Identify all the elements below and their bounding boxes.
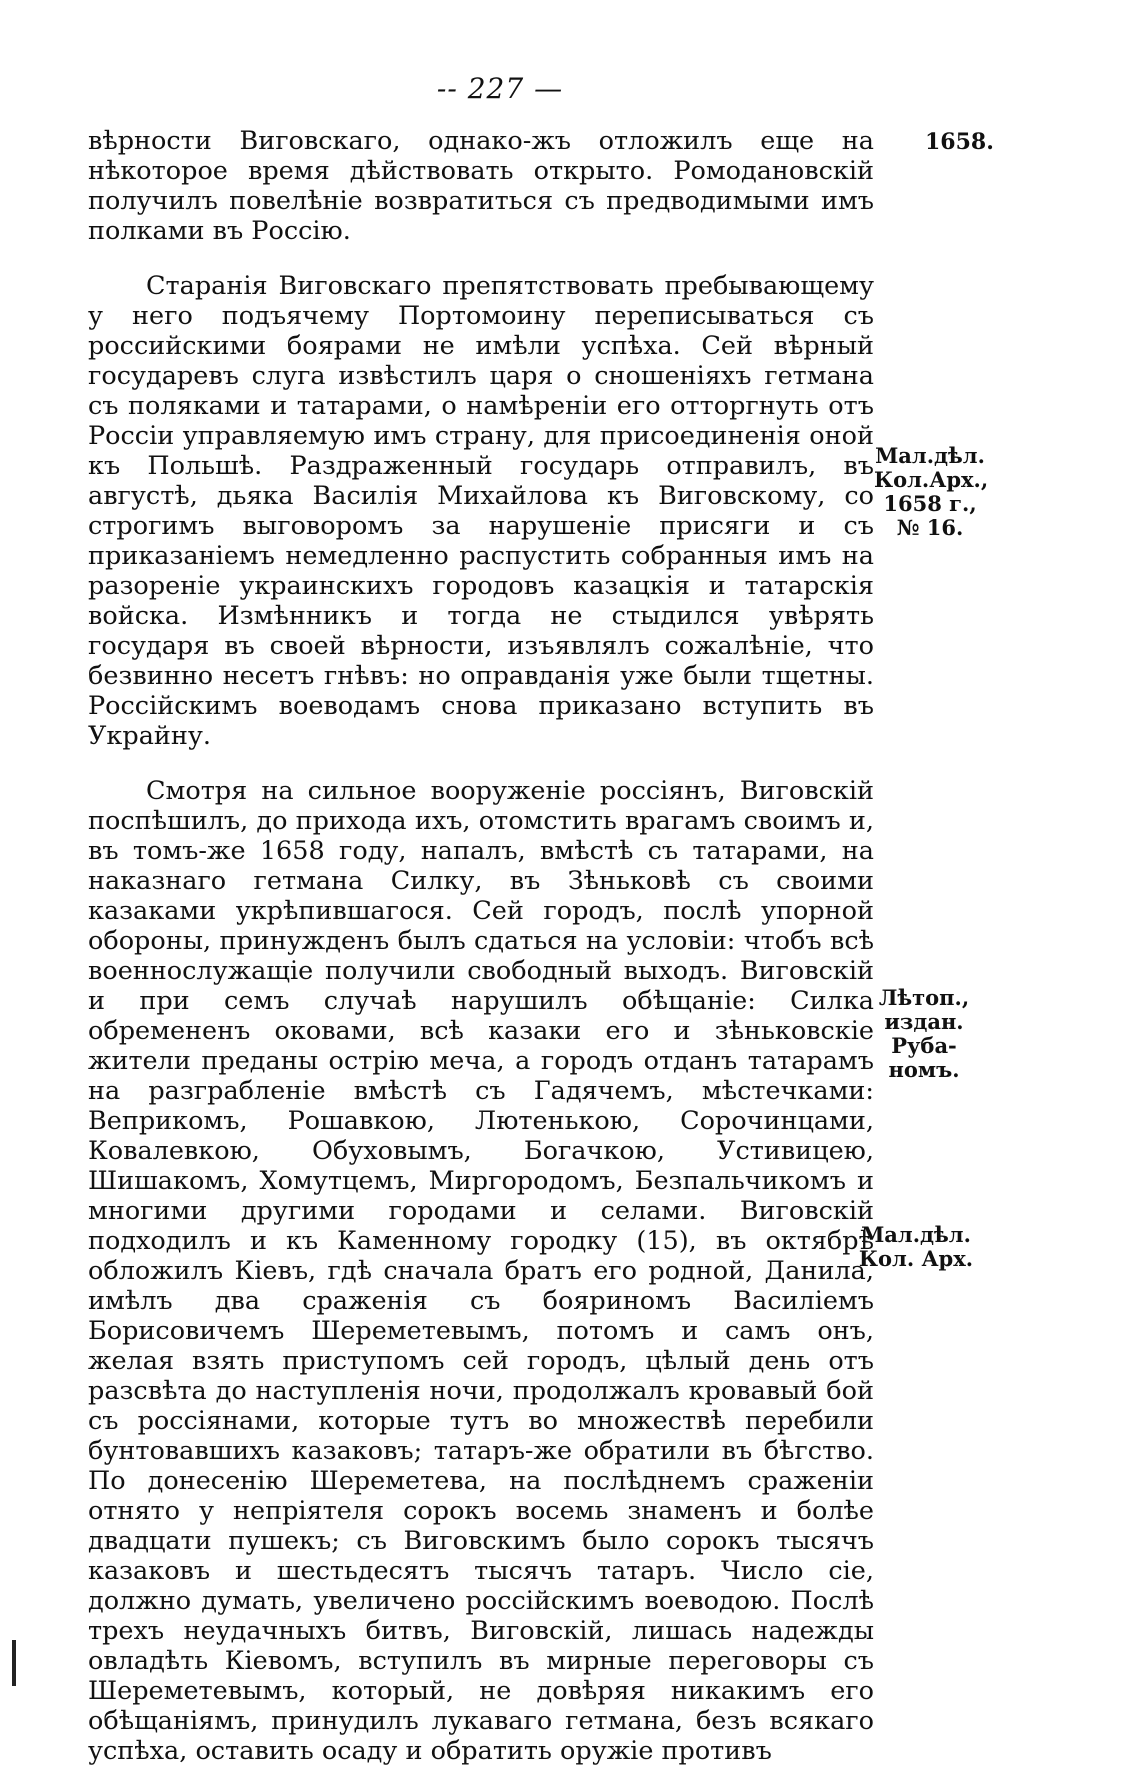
scan-edge-mark [12, 1640, 16, 1686]
margin-note-3: Мал.дѣл. Кол. Арх. [858, 1222, 974, 1271]
margin-year: 1658. [925, 129, 994, 155]
body-text [88, 126, 874, 1766]
paragraph-3: Смотря на сильное вооруженіе россіянъ, Виговскій поспѣшилъ, до прихода ихъ, отомстить врагамъ своимъ и, въ томъ-же 1658 году, напалъ, вмѣстѣ съ татарами, на наказнаго гетмана Силку, въ Зѣньковѣ съ своими казаками укрѣпившагося. Сей городъ, послѣ упорной обороны, принужденъ былъ сдаться на условіи: чтобъ всѣ военнослужащіе получили свободный выходъ. Виговскій и при семъ случаѣ нарушилъ обѣщаніе: Силка обремененъ оковами, всѣ казаки его и зѣньковскіе жители преданы острію меча, а городъ отданъ татарамъ на разграбленіе вмѣстѣ съ Гадячемъ, мѣстечками: Веприкомъ, Рошавкою, Лютенькою, Сорочинцами, Ковалевкою, Обуховымъ, Богачкою, Устивицею, Шишакомъ, Хомутцемъ, Миргородомъ, Безпальчикомъ и многими другими городами и селами. Виговскій подходилъ и къ Каменному городку (15), въ октябрѣ обложилъ Кіевъ, гдѣ сначала братъ его родной, Данила, имѣлъ два сраженія съ бояриномъ Василіемъ Борисовичемъ Шереметевымъ, потомъ и самъ онъ, желая взять приступомъ сей городъ, цѣлый день отъ разсвѣта до наступленія ночи, продолжалъ кровавый бой съ россіянами, которые тутъ во множествѣ перебили бунтовавшихъ казаковъ; татаръ-же обратили въ бѣгство. По донесенію Шереметева, на послѣднемъ сраженіи отнято у непріятеля сорокъ восемь знаменъ и болѣе двадцати пушекъ; съ Виговскимъ было сорокъ тысячъ казаковъ и шестьдесятъ тысячъ татаръ. Число сіе, должно думать, увеличено россійскимъ воеводою. Послѣ трехъ неудачныхъ битвъ, Виговскій, лишась надежды овладѣть Кіевомъ, вступилъ въ мирные переговоры съ Шереметевымъ, который, не довѣряя никакимъ его обѣщаніямъ, принудилъ лукаваго гетмана, безъ всякаго успѣха, оставить осаду и обратить оружіе противъ [88, 776, 874, 1766]
paragraph-1: вѣрности Виговскаго, однако-жъ отложилъ еще на нѣкоторое время дѣйствовать открыто. Ромодановскій получилъ повелѣніе возвратиться съ предводимыми имъ полками въ Россію. [88, 126, 874, 246]
margin-note-2: Лѣтоп., издан. Руба- номъ. [878, 985, 970, 1082]
paragraph-gap [88, 751, 874, 776]
page-number: -- 227 — [436, 72, 564, 105]
paragraph-gap [88, 246, 874, 271]
paragraph-2: Старанія Виговскаго препятствовать пребывающему у него подъячему Портомоину переписываться съ российскими боярами не имѣли успѣха. Сей вѣрный государевъ слуга извѣстилъ царя о сношеніяхъ гетмана съ поляками и татарами, о намѣреніи его отторгнуть отъ Россіи управляемую имъ страну, для присоединенія оной къ Польшѣ. Раздраженный государь отправилъ, въ августѣ, дьяка Василія Михайлова къ Виговскому, со строгимъ выговоромъ за нарушеніе присяги и съ приказаніемъ немедленно распустить собранныя имъ на разореніе украинскихъ городовъ казацкія и татарскія войска. Измѣнникъ и тогда не стыдился увѣрять государя въ своей вѣрности, изъявлялъ сожалѣніе, что безвинно несетъ гнѣвъ: но оправданія уже были тщетны. Россійскимъ воеводамъ снова приказано вступить въ Украйну. [88, 271, 874, 751]
margin-note-1: Мал.дѣл. Кол.Арх., 1658 г., № 16. [874, 443, 989, 540]
